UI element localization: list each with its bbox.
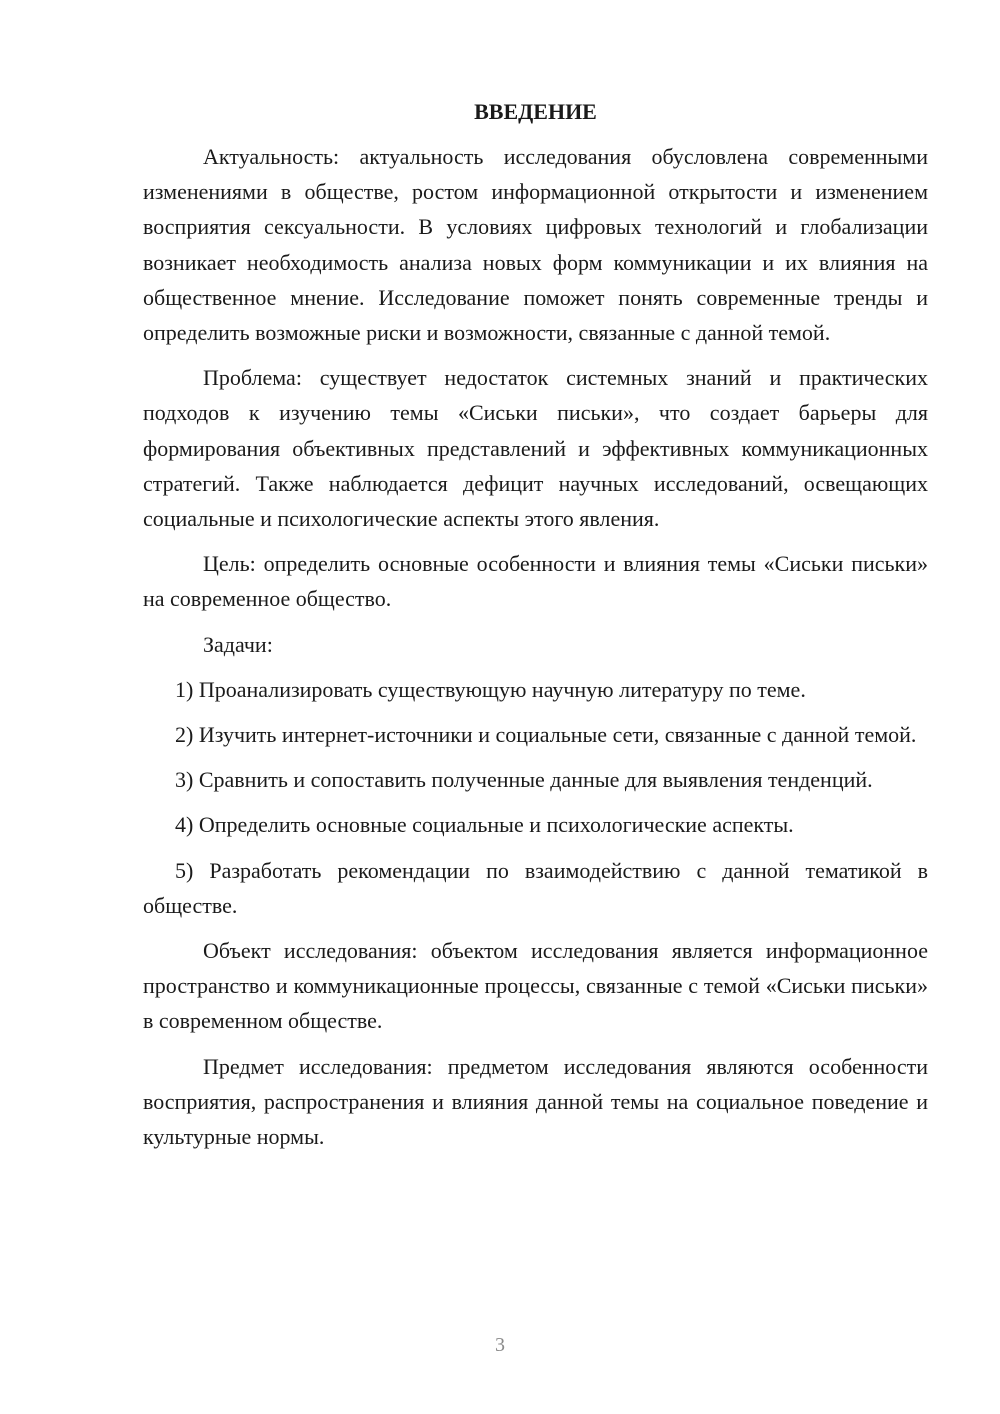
page-number: 3 <box>495 1334 505 1356</box>
page-content <box>143 94 928 1154</box>
task-item-4: 4) Определить основные социальные и психологические аспекты. <box>175 812 794 838</box>
paragraph-relevance: Актуальность: актуальность исследования обусловлена современными изменениями в обществе, ростом информационной открытости и изменением восприятия сексуальности. В условиях цифровых технологий и глобализации возникает необходимость анализа новых форм коммуникации и их влияния на общественное мнение. Исследование поможет понять современные тренды и определить возможные риски и возможности, связанные с данной темой. <box>143 144 928 346</box>
task-item-5: 5) Разработать рекомендации по взаимодействию с данной тематикой в обществе. <box>143 857 928 918</box>
task-item-1: 1) Проанализировать существующую научную литературу по теме. <box>175 676 806 702</box>
paragraph-goal: Цель: определить основные особенности и влияния темы «Сиськи письки» на современное общество. <box>143 551 928 612</box>
paragraph-problem: Проблема: существует недостаток системных знаний и практических подходов к изучению темы «Сиськи письки», что создает барьеры для формирования объективных представлений и эффективных коммуникационных стратегий. Также наблюдается дефицит научных исследований, освещающих социальные и психологические аспекты этого явления. <box>143 365 928 532</box>
paragraph-object: Объект исследования: объектом исследования является информационное пространство и коммуникационные процессы, связанные с темой «Сиськи письки» в современном обществе. <box>143 938 928 1034</box>
task-item-2: 2) Изучить интернет-источники и социальные сети, связанные с данной темой. <box>175 722 917 748</box>
task-item-3: 3) Сравнить и сопоставить полученные данные для выявления тенденций. <box>175 767 873 793</box>
paragraph-subject: Предмет исследования: предметом исследования являются особенности восприятия, распространения и влияния данной темы на социальное поведение и культурные нормы. <box>143 1053 928 1150</box>
paragraph-tasks-title: Задачи: <box>203 631 273 657</box>
section-heading: ВВЕДЕНИЕ <box>474 99 597 124</box>
